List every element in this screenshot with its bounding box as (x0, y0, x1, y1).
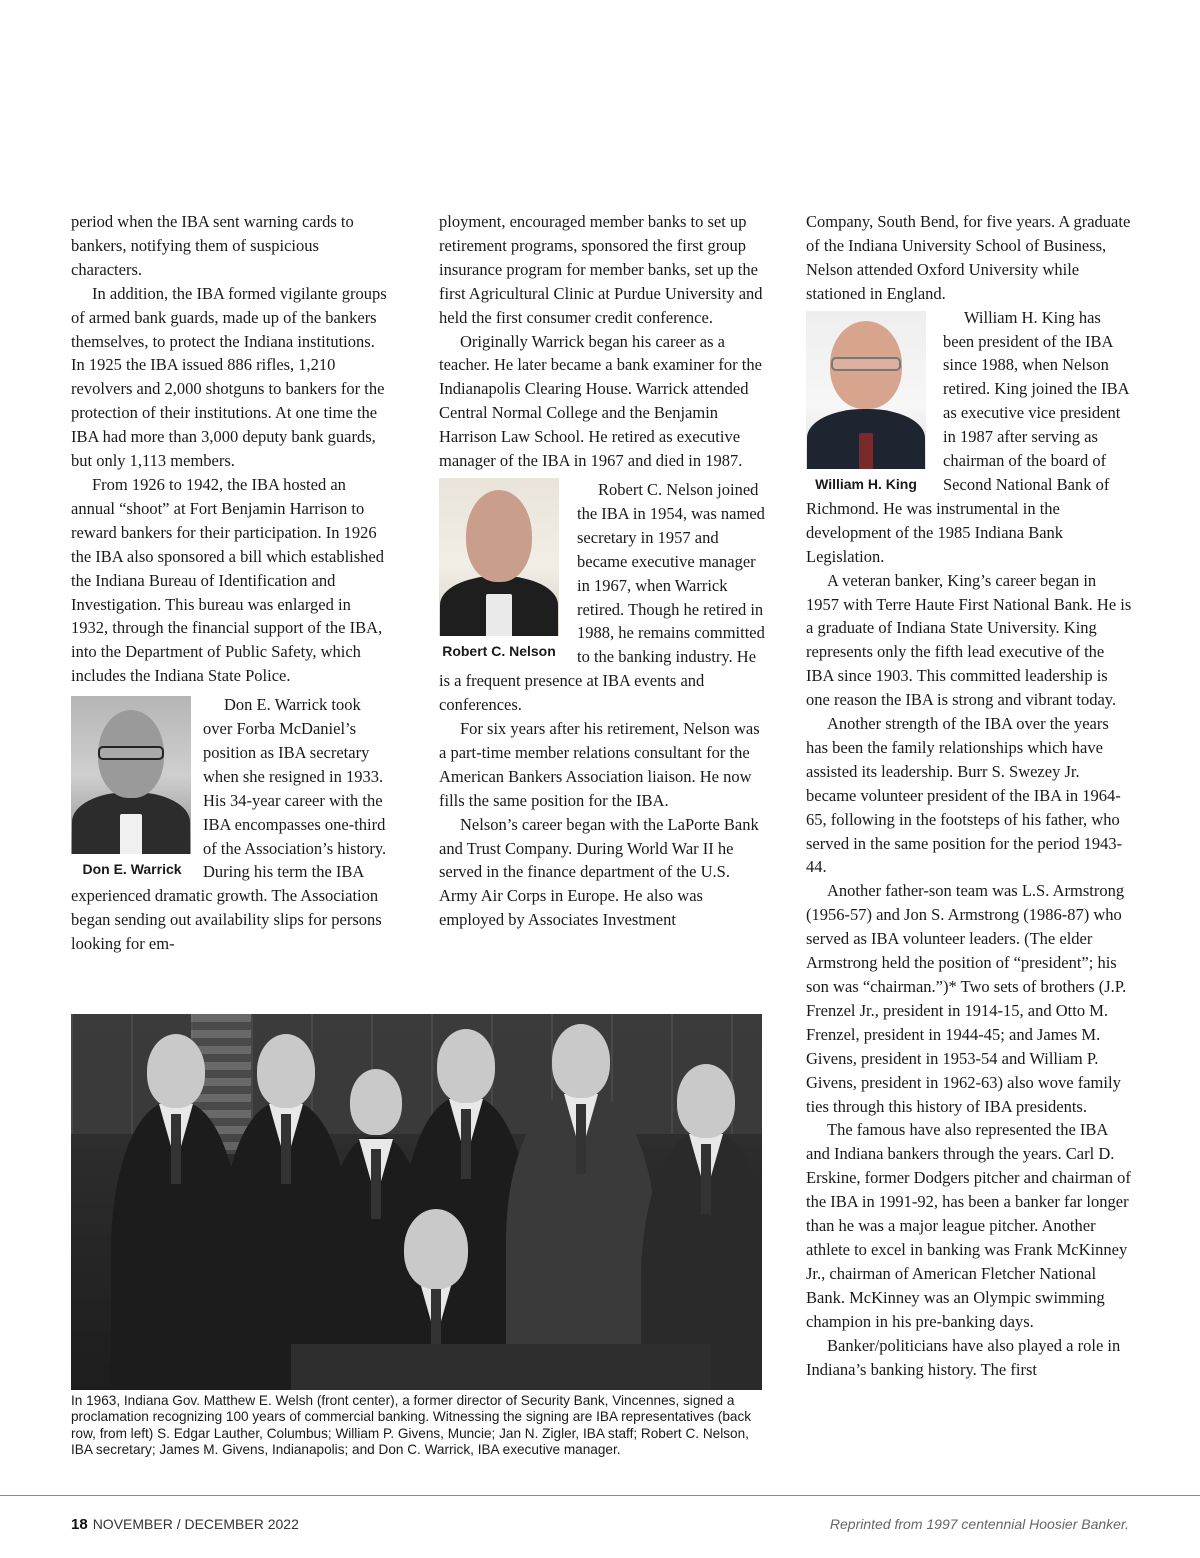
issue-date: NOVEMBER / DECEMBER 2022 (92, 1516, 299, 1532)
col2-paragraph-4: For six years after his retirement, Nelson was a part-time member relations consultant for the American Bankers Association liaison. He now fills the same position for the IBA. (439, 719, 760, 810)
king-portrait (806, 311, 926, 469)
column-2 (439, 210, 765, 932)
reprint-credit: Reprinted from 1997 centennial Hoosier Banker. (829, 1516, 1129, 1532)
footer-folio (71, 1516, 299, 1533)
col2-paragraph-5: Nelson’s career began with the LaPorte Bank and Trust Company. During World War II he served in the finance department of the U.S. Army Air Corps in Europe. He also was employed by Associates Investment (439, 814, 759, 930)
col3-paragraph-5: Another father-son team was L.S. Armstrong (1956-57) and Jon S. Armstrong (1986-87) who served as IBA volunteer leaders. (The elder Armstrong held the position of “president”; his son was “chairman.”)* Two sets of brothers (J.P. Frenzel Jr., president in 1914-15, and Otto M. Frenzel, president in 1944-45; and James M. Givens, president in 1953-54 and William P. Givens, president in 1962-63) also wove family ties through this history of IBA presidents. (806, 881, 1127, 1116)
warrick-photo-block (71, 696, 193, 878)
nelson-photo-block (439, 478, 559, 660)
king-photo-block (806, 311, 926, 493)
col3-paragraph-2: William H. King has been president of the IBA since 1988, when Nelson retired. King joined the IBA as executive vice president in 1987 after serving as chairman of the board of Second National Bank of Richmond. He was instrumental in the development of the 1985 Indiana Bank Legislation. (806, 307, 1129, 566)
column-1 (71, 210, 391, 956)
col2-paragraph-1: ployment, encouraged member banks to set up retirement programs, sponsored the first group insurance program for member banks, set up the first Agricultural Clinic at Purdue University and held the first consumer credit conference. (439, 212, 763, 327)
col3-paragraph-4: Another strength of the IBA over the years has been the family relationships which have assisted its leadership. Burr S. Swezey Jr. became volunteer president of the IBA in 1964-65, following in the footsteps of his father, who served in the same position for the period 1943-44. (806, 714, 1123, 877)
nelson-portrait (439, 478, 559, 636)
nelson-photo-caption: Robert C. Nelson (442, 642, 556, 659)
footer-divider (0, 1495, 1200, 1496)
col1-paragraph-3: From 1926 to 1942, the IBA hosted an annual “shoot” at Fort Benjamin Harrison to reward bankers for their participation. In 1926 the IBA also sponsored a bill which established the Indiana Bureau of Identification and Investigation. This bureau was enlarged in 1932, through the financial support of the IBA, into the Department of Public Safety, which includes the Indiana State Police. (71, 474, 384, 686)
page-number: 18 (71, 1516, 88, 1533)
col1-paragraph-2: In addition, the IBA formed vigilante groups of armed bank guards, made up of the bankers themselves, to protect the Indiana institutions. In 1925 the IBA issued 886 rifles, 1,210 revolvers and 2,000 shotguns to bankers for the protection of their institutions. At one time the IBA had more than 3,000 deputy bank guards, but only 1,113 members. (71, 283, 387, 471)
column-3 (806, 210, 1132, 1381)
col2-paragraph-3: Robert C. Nelson joined the IBA in 1954, was named secretary in 1957 and became executive manager in 1967, when Warrick retired. Though he retired in 1988, he remains committed to the banking industry. He is a frequent presence at IBA events and conferences. (439, 479, 765, 715)
col1-paragraph-4: Don E. Warrick took over Forba McDaniel’s position as IBA secretary when she resigned in 1933. His 34-year career with the IBA encompasses one-third of the Association’s history. During his term the IBA experienced dramatic growth. The Association began sending out availability slips for persons looking for em- (71, 695, 387, 954)
col3-paragraph-3: A veteran banker, King’s career began in 1957 with Terre Haute First National Bank. He is a graduate of Indiana State University. King represents only the fifth lead executive of the IBA since 1903. This committed leadership is one reason the IBA is strong and vibrant today. (806, 570, 1132, 710)
col1-paragraph-1: period when the IBA sent warning cards to bankers, notifying them of suspicious characters. (71, 212, 354, 279)
warrick-portrait (71, 696, 191, 854)
col3-paragraph-7: Banker/politicians have also played a role in Indiana’s banking history. The first (806, 1335, 1121, 1379)
col3-paragraph-1: Company, South Bend, for five years. A graduate of the Indiana University School of Business, Nelson attended Oxford University while stationed in England. (806, 212, 1131, 303)
col2-paragraph-2: Originally Warrick began his career as a teacher. He later became a bank examiner for the Indianapolis Clearing House. Warrick attended Central Normal College and the Benjamin Harrison Law School. He retired as executive manager of the IBA in 1967 and died in 1987. (439, 331, 762, 471)
warrick-photo-caption: Don E. Warrick (82, 861, 182, 878)
group-photo-caption: In 1963, Indiana Gov. Matthew E. Welsh (front center), a former director of Security Bank, Vincennes, signed a proclamation recognizing 100 years of commercial banking. Witnessing the signing are IBA representatives (back row, from left) S. Edgar Lauther, Columbus; William P. Givens, Muncie; Jan N. Zigler, IBA staff; Robert C. Nelson, IBA secretary; James M. Givens, Indianapolis; and Don C. Warrick, IBA executive manager. (71, 1393, 752, 1457)
king-photo-caption: William H. King (815, 475, 917, 492)
group-photo-1963 (71, 1014, 762, 1390)
col3-paragraph-6: The famous have also represented the IBA and Indiana bankers through the years. Carl D. Erskine, former Dodgers pitcher and chairman of the IBA in 1991-92, has been a banker far longer than he was a major league pitcher. Another athlete to excel in banking was Frank McKinney Jr., chairman of American Fletcher National Bank. McKinney was an Olympic swimming champion in his pre-banking days. (806, 1120, 1131, 1331)
